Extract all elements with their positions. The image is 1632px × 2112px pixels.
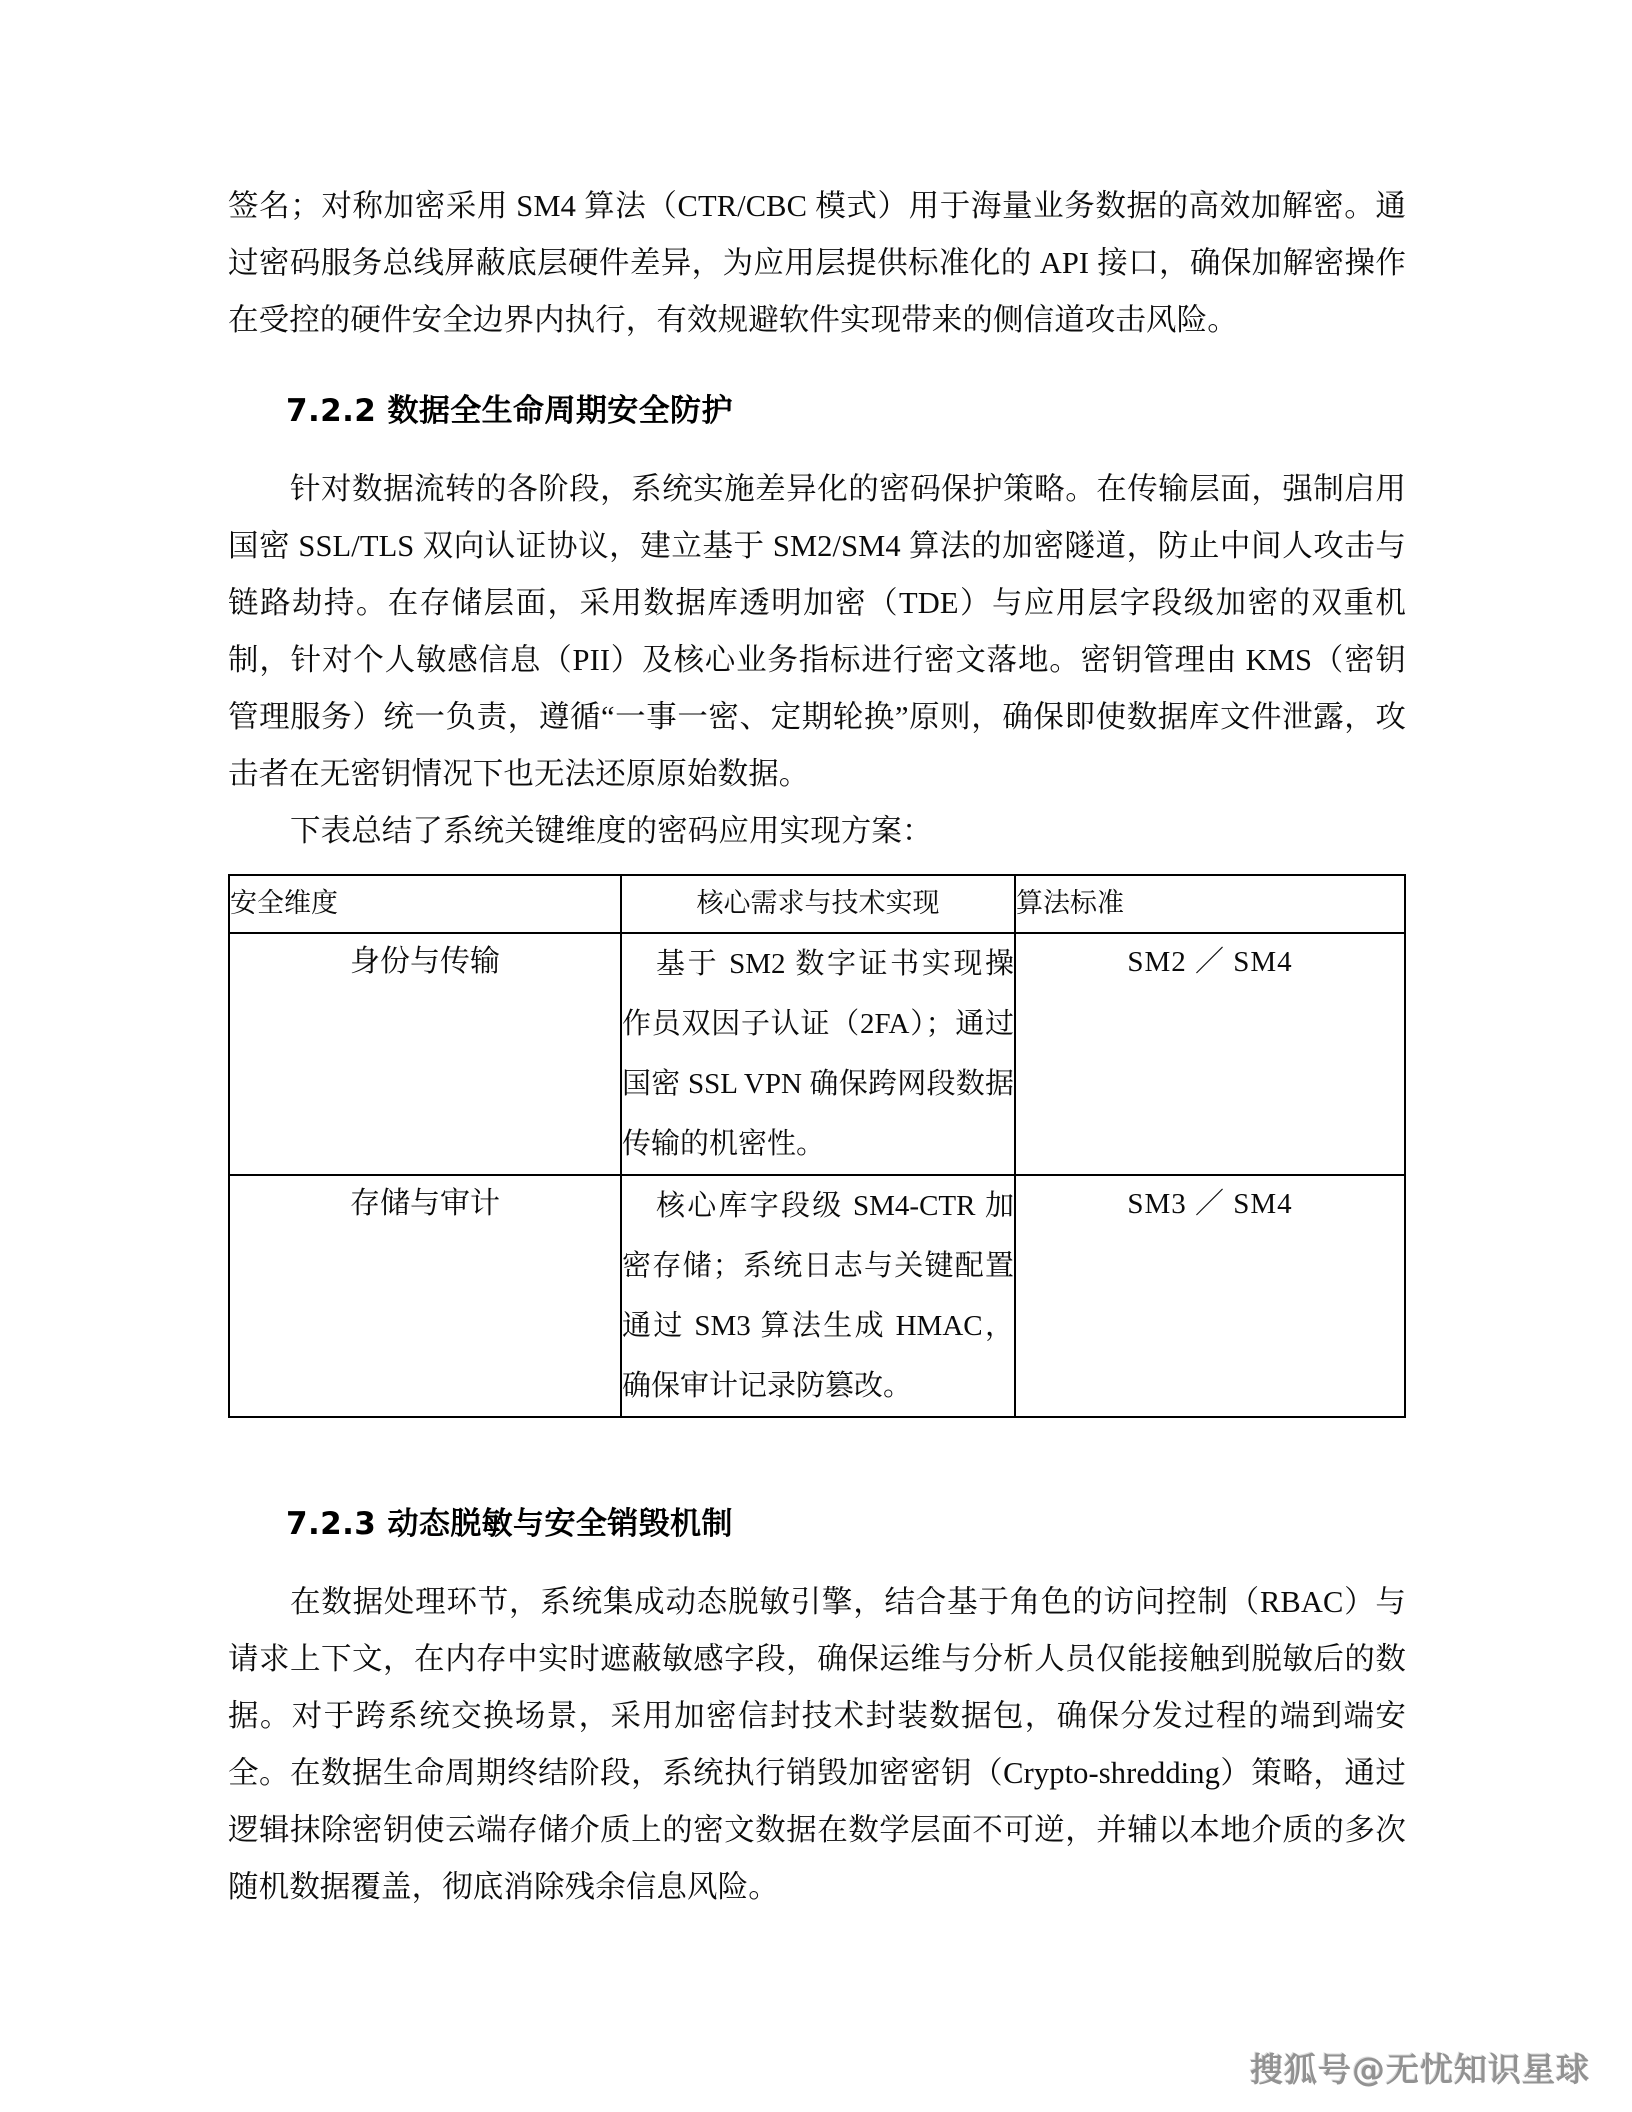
cell-algorithm: SM2 ／ SM4 [1015, 933, 1405, 1175]
paragraph-table-lead-in: 下表总结了系统关键维度的密码应用实现方案： [290, 814, 933, 848]
table-header-row [229, 875, 1405, 933]
spacer-before-heading-722 [228, 349, 1406, 383]
cell-requirement: 核心库字段级 SM4-CTR 加密存储；系统日志与关键配置通过 SM3 算法生成 HMAC，确保审计记录防篡改。 [621, 1175, 1015, 1417]
crypto-spec-table [228, 874, 1406, 1418]
spacer-after-heading-722 [228, 439, 1406, 461]
cell-requirement: 基于 SM2 数字证书实现操作员双因子认证（2FA）；通过国密 SSL VPN 确保跨网段数据传输的机密性。 [621, 933, 1015, 1175]
cell-dimension: 存储与审计 [229, 1175, 621, 1417]
table-row [229, 1175, 1405, 1417]
spacer-after-table [228, 1418, 1406, 1496]
cell-dimension: 身份与传输 [229, 933, 621, 1175]
paragraph-7-2-2-body: 针对数据流转的各阶段，系统实施差异化的密码保护策略。在传输层面，强制启用国密 SSL/TLS 双向认证协议，建立基于 SM2/SM4 算法的加密隧道，防止中间人攻击与链路劫持。在存储层面，采用数据库透明加密（TDE）与应用层字段级加密的双重机制，针对个人敏感信息（PII）及核心业务指标进行密文落地。密钥管理由 KMS（密钥管理服务）统一负责，遵循“一事一密、定期轮换”原则，确保即使数据库文件泄露，攻击者在无密钥情况下也无法还原原始数据。 [228, 472, 1406, 791]
column-header-requirement: 核心需求与技术实现 [621, 875, 1015, 933]
heading-7-2-2: 7.2.2 数据全生命周期安全防护 [286, 393, 733, 429]
table-row [229, 933, 1405, 1175]
column-header-dimension: 安全维度 [229, 875, 621, 933]
spacer-after-heading-723 [228, 1552, 1406, 1574]
watermark: 搜狐号@无忧知识星球 [1250, 2050, 1590, 2089]
heading-7-2-3: 7.2.3 动态脱敏与安全销毁机制 [286, 1506, 733, 1542]
paragraph-7-2-3-body: 在数据处理环节，系统集成动态脱敏引擎，结合基于角色的访问控制（RBAC）与请求上下文，在内存中实时遮蔽敏感字段，确保运维与分析人员仅能接触到脱敏后的数据。对于跨系统交换场景，采用加密信封技术封装数据包，确保分发过程的端到端安全。在数据生命周期终结阶段，系统执行销毁加密密钥（Crypto-shredding）策略，通过逻辑抹除密钥使云端存储介质上的密文数据在数学层面不可逆，并辅以本地介质的多次随机数据覆盖，彻底消除残余信息风险。 [228, 1585, 1406, 1904]
page-content [228, 178, 1406, 1916]
paragraph-intro: 签名；对称加密采用 SM4 算法（CTR/CBC 模式）用于海量业务数据的高效加解密。通过密码服务总线屏蔽底层硬件差异，为应用层提供标准化的 API 接口，确保加解密操作在受控的硬件安全边界内执行，有效规避软件实现带来的侧信道攻击风险。 [228, 189, 1406, 337]
cell-algorithm: SM3 ／ SM4 [1015, 1175, 1405, 1417]
column-header-algorithm: 算法标准 [1015, 875, 1405, 933]
